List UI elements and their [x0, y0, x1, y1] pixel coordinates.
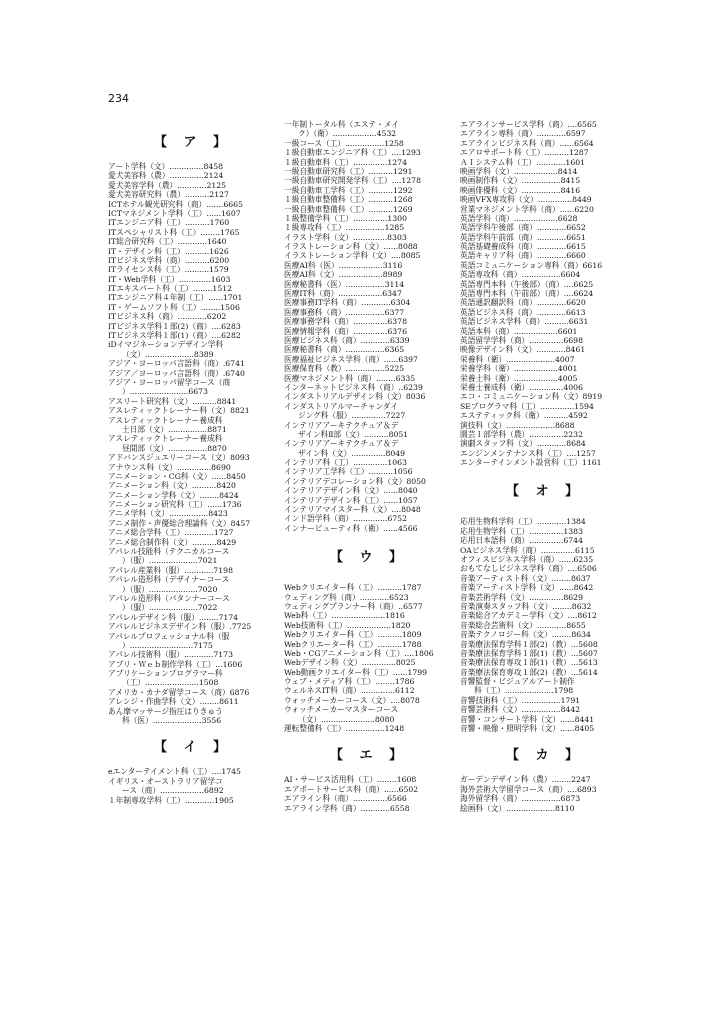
section-spacer	[108, 759, 278, 767]
index-entry: 音響芸術科（文）................8442	[460, 705, 581, 715]
index-entry: Web技術科（工）..................1820	[284, 620, 411, 630]
index-entry: 運転整備科（工）................1248	[284, 724, 405, 734]
index-entry: 医療保育科（教）................5225	[284, 364, 405, 374]
index-entry: 演劇スタッフ科（文）............8684	[460, 439, 586, 449]
index-entry: AI・サービス活用科（工）........1608	[284, 775, 417, 785]
index-entry-continuation: ザイン科Ⅱ部（文）..........8051	[298, 429, 409, 439]
index-entry: エアライン科（商）..............6566	[284, 794, 407, 804]
index-entry: アドバンスジュエリーコース（文）8093	[108, 453, 250, 463]
index-entry: IT・デザイン科（工）..........1626	[108, 246, 229, 256]
index-column-2	[284, 120, 454, 813]
index-entry: あん摩マッサージ指圧はりきゅう	[108, 706, 223, 716]
section-spacer	[460, 467, 630, 481]
index-entry: １級自動車整備科（工）..........1268	[284, 195, 413, 205]
section-header: 【 ウ 】	[329, 550, 409, 566]
index-entry: 英語ビジネス学科（商）..........6631	[460, 317, 589, 327]
index-entry: アパレルプロフェッショナル科（服	[108, 631, 230, 641]
index-entry-continuation: ）..........................7175	[122, 640, 213, 650]
section-spacer	[284, 767, 454, 775]
index-entry: 医療ビジネス科（商）............6339	[284, 335, 410, 345]
index-entry: 音楽アーティスト学科（文）......8642	[460, 583, 594, 593]
index-entry: インテリア科（工）..............1063	[284, 458, 407, 468]
index-entry: 音響・コンサート学科（文）......8441	[460, 714, 595, 724]
index-entry: 演技科（文）....................8688	[460, 420, 575, 430]
index-entry: 医療秘書科（商）................6365	[284, 345, 405, 355]
section-spacer	[108, 154, 278, 162]
section-spacer	[460, 503, 630, 517]
index-entry: 英語専門本科（午前部）（商）....6624	[460, 289, 594, 299]
section-spacer	[284, 569, 454, 583]
index-entry: ITスペシャリスト科（工）........1765	[108, 227, 240, 237]
index-entry: IT総合研究科（工）............1640	[108, 237, 227, 247]
index-entry: エアライン専科（商）............6597	[460, 129, 586, 139]
index-entry: インダストリアルデザイン科（文）8036	[284, 392, 426, 402]
index-entry: Web科（工）......................1816	[284, 611, 405, 621]
index-entry: 医療事務IT学科（商）............6304	[284, 298, 411, 308]
index-entry: Web・CGアニメーション科（工）....1806	[284, 648, 434, 658]
index-entry: 一級自動車工学科（工）..........1292	[284, 185, 413, 195]
index-entry: 英語通訳翻訳科（商）............6620	[460, 298, 586, 308]
index-entry: オフィスビジネス学科（商）......6235	[460, 555, 594, 565]
index-entry: 映画VFX専攻科（文）..............8449	[460, 195, 592, 205]
index-entry: 医療秘書科（医）................3114	[284, 279, 405, 289]
index-entry: 英語留学学科（商）..............6698	[460, 335, 583, 345]
index-entry: アナウンス科（文）..............8690	[108, 462, 231, 472]
index-entry: アメリカ・カナダ留学コース（商）6876	[108, 687, 250, 697]
index-entry: アート学科（文）..............8458	[108, 162, 224, 171]
index-entry: 英語ビジネス科（商）............6613	[460, 307, 586, 317]
index-entry: １級専攻科（工）................1285	[284, 223, 405, 233]
index-entry: 応用生物学科（工）..............1383	[460, 526, 583, 536]
index-entry: アジア・ヨーロッパ留学コース（商	[108, 377, 231, 387]
index-entry: 愛犬美容研究科（農）..........2127	[108, 190, 229, 200]
index-entry: アスリート研究科（文）..........8841	[108, 396, 237, 406]
index-entry: Webデザイン科（文）..............8025	[284, 658, 416, 668]
index-entry: 栄養科（衛）....................4007	[460, 354, 575, 364]
index-entry: アスレティックトレーナー科（文）8821	[108, 406, 250, 416]
index-entry-continuation: 科（医）....................3556	[122, 716, 222, 726]
index-entry-continuation: 昼間部（文）................8870	[122, 443, 227, 453]
index-entry: イラストレーション学科（文）....8085	[284, 251, 421, 261]
index-entry: アレンジ・作曲学科（文）........8611	[108, 697, 239, 707]
index-entry: 医療IT科（商）..................6347	[284, 289, 402, 299]
index-entry: インテリアデザイン科（工）......1057	[284, 495, 418, 505]
index-entry-continuation: ジング科（服）..............7227	[298, 411, 406, 421]
index-entry: ＡＩシステム科（工）............1601	[460, 157, 585, 167]
index-entry: エアライン学科（商）............6558	[284, 803, 410, 813]
index-entry: インテリアアーキテクチュア＆デ	[284, 439, 399, 449]
index-entry: アニメ総合学科（工）............1727	[108, 528, 234, 538]
index-entry: １級整備学科（工）..............1300	[284, 213, 407, 223]
index-entry: IT・ゲームソフト科（工）........1506	[108, 302, 240, 312]
index-entry-continuation: 科（工）....................1798	[474, 686, 574, 696]
index-entry: 英語専攻科（商）................6604	[460, 270, 581, 280]
section-header: 【 カ 】	[505, 748, 585, 764]
index-entry: アスレティックトレーナー養成科	[108, 434, 223, 444]
index-entry: イギリス・オーストラリア留学コ	[108, 776, 223, 786]
index-entry: 医療マネジメント科（商）........6335	[284, 373, 416, 383]
section-spacer	[284, 533, 454, 547]
index-entry: 映画学科（文）..................8414	[460, 166, 578, 176]
index-entry: 愛犬美容学科（農）............2125	[108, 180, 227, 190]
index-entry: Webクリエイター科（工）..........1787	[284, 583, 422, 593]
index-entry: ITエンジニア科（工）..........1760	[108, 218, 230, 228]
index-entry-continuation: ザイン科（文）..............8049	[298, 448, 406, 458]
section-spacer	[460, 733, 630, 745]
index-entry: アニメ制作・声優総合理論科（文）8457	[108, 518, 251, 528]
index-entry-continuation: ）（服）....................7021	[122, 556, 218, 566]
index-entry: インテリアデコレーション科（文）8050	[284, 476, 426, 486]
index-entry: 一年制トータル科（エステ・メイ	[284, 120, 400, 129]
index-entry: 医療AI科（医）..................3116	[284, 260, 403, 270]
index-entry: 英語専門本科（午後部）（商）....6625	[460, 279, 594, 289]
index-entry: 医療事務学科（商）..............6378	[284, 317, 407, 327]
index-entry: ITビジネス学科（商）..........6200	[108, 255, 230, 265]
index-entry: アパレル造形科（デザイナーコース	[108, 575, 230, 585]
index-entry: Web動画クリエイター科（工）......1799	[284, 667, 428, 677]
index-entry: 栄養学科（衛）..................4001	[460, 364, 578, 374]
index-entry: ITエンジニア科４年制（工）......1701	[108, 293, 243, 303]
index-entry: アパレル技能科（テクニカルコース	[108, 547, 230, 557]
index-entry: ITビジネス学科１部(2)（商）....6283	[108, 321, 241, 331]
index-entry: 音楽療法保育学科１部(2)（教）...5608	[460, 639, 598, 649]
index-entry: おもてなしビジネス学科（商）....6506	[460, 564, 597, 574]
index-entry-continuation: ）........................6673	[122, 387, 208, 397]
index-entry: 音楽療法保育専攻１部(1)（教）...5613	[460, 658, 598, 668]
index-entry: １級自動車科（工）..............1274	[284, 157, 407, 167]
index-entry: アニメーション・CG科（文）......8450	[108, 471, 246, 481]
index-entry: ITエキスパート科（工）........1512	[108, 284, 232, 294]
index-entry: 医療福祉ビジネス学科（商）......6397	[284, 354, 418, 364]
index-entry: エアロサポート科（工）..........1287	[460, 148, 589, 158]
index-entry: ICTホテル観光研究科（商）.......6665	[108, 199, 243, 209]
index-entry-continuation: （文）......................8080	[298, 714, 395, 724]
index-entry-continuation: ク）（衛）..................4532	[298, 129, 397, 139]
index-entry: エンターテインメント設営科（工）1161	[460, 458, 602, 468]
index-entry: アパレル技術科（服）............7173	[108, 650, 233, 660]
section-header: 【 ア 】	[153, 135, 233, 150]
index-entry-continuation: ース（商）..................6892	[122, 786, 224, 796]
index-entry: アニメーション研究科（工）......1736	[108, 500, 242, 510]
index-entry: 海外芸術大学留学コース（商）....6893	[460, 784, 597, 794]
index-entry: イラストレーション科（文）......8088	[284, 242, 418, 252]
index-entry: 医療事務科（商）................6377	[284, 307, 405, 317]
index-entry: インド語学科（商）..............6752	[284, 514, 407, 524]
section-header: 【 エ 】	[329, 748, 409, 764]
index-entry: ウェディング科（商）............6523	[284, 592, 409, 602]
index-entry: 応用生物科学科（工）............1384	[460, 517, 586, 527]
index-entry: １年制専攻学科（工）............1905	[108, 795, 234, 805]
section-spacer	[460, 767, 630, 775]
index-entry: eエンターテイメント科（工）....1745	[108, 767, 241, 777]
index-entry: アニメーション科（文）..........8420	[108, 481, 236, 491]
index-entry: インテリア工学科（工）..........1056	[284, 467, 413, 477]
index-entry: 映画制作科（文）................8415	[460, 176, 581, 186]
index-entry: 音響技術科（工）................1791	[460, 695, 581, 705]
index-entry: 映像デザイン科（文）............8461	[460, 345, 586, 355]
index-entry: iDイマジネーションデザイン学科	[108, 340, 224, 350]
index-entry: 栄養士科（衛）..................4005	[460, 373, 578, 383]
section-header: 【 イ 】	[153, 740, 233, 756]
index-entry: インテリアデザイン科（文）......8040	[284, 486, 418, 496]
index-entry-continuation: ）（服）....................7022	[122, 603, 218, 613]
index-entry: ウェブ・メディア科（工）........1786	[284, 677, 415, 687]
index-entry: アパレルデザイン科（服）........7174	[108, 612, 239, 622]
index-entry: アパレル造形科（パタンナーコース	[108, 593, 230, 603]
index-entry: 音楽療法保育専攻１部(2)（教）...5614	[460, 667, 598, 677]
index-entry: アニメ総合制作科（文）..........8429	[108, 537, 237, 547]
index-entry: アニメーション学科（文）........8424	[108, 490, 239, 500]
index-entry: 英語本科（商）..................6601	[460, 326, 578, 336]
index-entry: ITビジネス科（商）............6202	[108, 312, 227, 322]
index-entry-continuation: （文）....................8389	[122, 349, 214, 359]
index-entry: アプリケーションプログラマー科	[108, 669, 223, 679]
index-entry: インテリアマイスター科（文）....8048	[284, 505, 421, 515]
index-entry: ウォッチメーカーコース（文）....8078	[284, 695, 420, 705]
index-entry: インターネットビジネス科（商）..6239	[284, 382, 423, 392]
index-entry: ITライセンス科（工）..........1579	[108, 265, 229, 275]
index-entry: アパレル産業科（服）............7198	[108, 565, 233, 575]
index-entry: IT・Web学科（工）.............1603	[108, 274, 231, 284]
index-entry: インナービューティ科（衛）......4566	[284, 523, 418, 533]
index-entry: 英語学科午後部（商）............6652	[460, 223, 586, 233]
index-entry: エアラインビジネス科（商）......6564	[460, 138, 594, 148]
index-entry: アジア・ヨーロッパ言語科（商）.6741	[108, 359, 245, 369]
index-entry: 一級自動車整備科（工）..........1269	[284, 204, 413, 214]
index-entry: 音楽演奏スタッフ科（文）........8632	[460, 601, 592, 611]
index-entry: ウォッチメーカーマスターコース	[284, 705, 399, 715]
index-entry: エステティック科（衛）..........4592	[460, 411, 588, 421]
index-entry: 絵画科（文）....................8110	[460, 803, 575, 813]
index-entry: イラスト学科（文）..............8303	[284, 232, 407, 242]
index-entry: 英語基礎養成科（商）............6615	[460, 242, 586, 252]
index-entry: 英語キャリア科（商）............6660	[460, 251, 586, 261]
index-entry-continuation: 土日部（文）................8871	[122, 424, 227, 434]
index-entry: ウェディングプランナー科（商）..6577	[284, 601, 423, 611]
section-spacer	[108, 725, 278, 737]
index-entry: 音楽アーティスト科（文）........8637	[460, 573, 591, 583]
index-entry: アパレルビジネスデザイン科（服）.7725	[108, 622, 252, 632]
index-entry: 音響監督・ビジュアルアート制作	[460, 677, 575, 687]
index-entry: 映画俳優科（文）................8416	[460, 185, 581, 195]
index-entry: 英語コミュニケーション専科（商）6616	[460, 260, 603, 270]
index-entry: ICTマネジメント学科（工）......1607	[108, 208, 241, 218]
index-entry: エンジンメンテナンス科（工）....1257	[460, 448, 596, 458]
index-entry: 愛犬美容科（農）..............2124	[108, 171, 224, 181]
index-entry: 英語学科（商）..................6628	[460, 213, 578, 223]
section-header: 【 オ 】	[505, 484, 585, 500]
index-entry: 英語学科午前部（商）............6651	[460, 232, 586, 242]
section-spacer	[284, 733, 454, 745]
index-entry: 営業マネジメント学科（商）......6220	[460, 204, 594, 214]
index-entry: インダストリアルマーチャンダイ	[284, 401, 399, 411]
index-entry: 音響・映像・照明学科（文）......8405	[460, 724, 595, 734]
index-entry: 応用日本語科（商）..............6744	[460, 536, 583, 546]
index-entry: 音楽芸術学科（文）..............8629	[460, 592, 583, 602]
index-entry: 医療情報学科（商）..............6376	[284, 326, 407, 336]
index-entry: 音楽テクノロジー科（文）........8634	[460, 630, 591, 640]
index-entry: 音楽療法保育学科１部(1)（教）...5607	[460, 648, 598, 658]
index-entry: １級自動車エンジニア科（工）....1293	[284, 148, 421, 158]
index-entry: Webクリエーター科（工）..........1788	[284, 639, 422, 649]
page-number: 234	[108, 92, 129, 105]
index-entry: SEプログラマ科（工）..............1594	[460, 401, 594, 411]
index-entry: ウェルネスIT科（商）..............6112	[284, 686, 415, 696]
index-entry: 一級自動車研究開発学科（工）....1278	[284, 176, 421, 186]
index-entry: ガーデンデザイン科（農）........2247	[460, 775, 591, 785]
index-entry: 栄養士養成科（衛）..............4006	[460, 382, 583, 392]
index-entry-continuation: （工）......................1508	[122, 678, 219, 688]
index-entry: アスレティックトレーナー養成科	[108, 415, 223, 425]
index-entry: エアポートサービス科（商）......6502	[284, 784, 419, 794]
index-entry: インテリアアーキテクチュア＆デ	[284, 420, 399, 430]
index-entry: 医療AI科（文）..................8989	[284, 270, 403, 280]
section-spacer	[108, 120, 278, 132]
index-column-3	[460, 120, 630, 813]
index-entry: 園芸Ｉ部学科（農）..............2232	[460, 429, 583, 439]
index-entry: アジア／ヨーロッパ言語科（商）.6740	[108, 368, 245, 378]
index-entry: Webクリエイター科（工）..........1809	[284, 630, 422, 640]
index-entry: 音楽総合アカデミー学科（文）....8612	[460, 611, 597, 621]
index-entry: 海外留学科（商）................6873	[460, 794, 581, 804]
index-entry: OAビジネス学科（商）..............6115	[460, 545, 595, 555]
index-entry: 一級コース（工）................1258	[284, 138, 404, 148]
index-column-1	[108, 120, 278, 805]
index-entry: 音楽総合芸術科（文）............8655	[460, 620, 586, 630]
index-entry: ITビジネス学科１部(1)（商）....6282	[108, 331, 241, 341]
index-entry-continuation: ）（服）....................7020	[122, 584, 218, 594]
index-entry: エコ・コミュニケーション科（文）8919	[460, 392, 603, 402]
index-entry: エアラインサービス学科（商）....6565	[460, 120, 597, 129]
index-entry: 一級自動車研究科（工）..........1291	[284, 166, 413, 176]
index-entry: アニメ学科（文）................8423	[108, 509, 228, 519]
index-entry: アプリ・Ｗｅｂ制作学科（工）...1606	[108, 659, 243, 669]
